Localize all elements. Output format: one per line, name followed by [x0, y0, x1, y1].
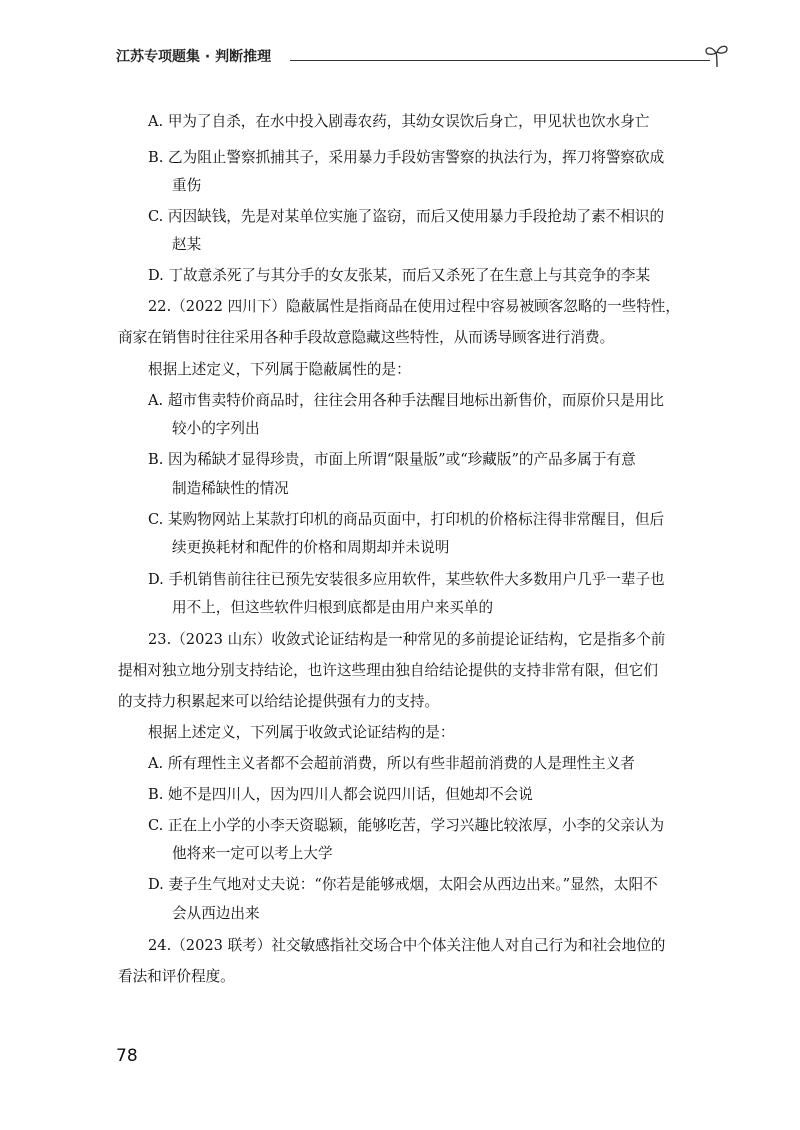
q24-stem-cont: 看法和评价程度。: [118, 968, 235, 985]
running-header: [116, 42, 726, 72]
q22-option-d: D. 手机销售前往往已预先安装很多应用软件，某些软件大多数用户几乎一辈子也: [148, 571, 665, 588]
q22-option-c-cont: 续更换耗材和配件的价格和周期却并未说明: [172, 539, 450, 556]
q21-option-d: D. 丁故意杀死了与其分手的女友张某，而后又杀死了在生意上与其竞争的李某: [148, 267, 651, 284]
q23-option-a: A. 所有理性主义者都不会超前消费，所以有些非超前消费的人是理性主义者: [148, 755, 635, 772]
q22-stem: 22.（2022 四川下）隐蔽属性是指商品在使用过程中容易被顾客忽略的一些特性，: [148, 298, 680, 315]
q22-option-a: A. 超市售卖特价商品时，往往会用各种手法醒目地标出新售价，而原价只是用比: [148, 392, 665, 409]
q22-prompt: 根据上述定义，下列属于隐蔽属性的是：: [148, 361, 411, 378]
sprout-icon: [704, 42, 730, 68]
q23-option-c-cont: 他将来一定可以考上大学: [172, 845, 333, 862]
page-number: 78: [116, 1046, 138, 1066]
q22-stem-cont: 商家在销售时往往采用各种手段故意隐藏这些特性，从而诱导顾客进行消费。: [118, 329, 615, 346]
q22-option-b: B. 因为稀缺才显得珍贵，市面上所谓“限量版”或“珍藏版”的产品多属于有意: [148, 451, 636, 468]
q21-option-c: C. 丙因缺钱，先是对某单位实施了盗窃，而后又使用暴力手段抢劫了素不相识的: [148, 208, 665, 225]
q22-option-c: C. 某购物网站上某款打印机的商品页面中，打印机的价格标注得非常醒目，但后: [148, 511, 665, 528]
q23-option-d: D. 妻子生气地对丈夫说：“你若是能够戒烟，太阳会从西边出来。”显然，太阳不: [148, 876, 658, 893]
q21-option-c-cont: 赵某: [172, 236, 202, 253]
q23-stem-cont-2: 的支持力积累起来可以给结论提供强有力的支持。: [118, 693, 440, 710]
q23-option-b: B. 她不是四川人，因为四川人都会说四川话，但她却不会说: [148, 786, 533, 803]
q23-stem: 23.（2023 山东）收敛式论证结构是一种常见的多前提论证结构，它是指多个前: [148, 631, 666, 648]
q21-option-a: A. 甲为了自杀，在水中投入剧毒农药，其幼女误饮后身亡，甲见状也饮水身亡: [148, 113, 650, 130]
header-title: 江苏专项题集 · 判断推理: [116, 49, 272, 65]
q22-option-d-cont: 用不上，但这些软件归根到底都是由用户来买单的: [172, 599, 494, 616]
header-rule: [290, 60, 710, 61]
q21-option-b-cont: 重伤: [172, 177, 202, 194]
q22-option-b-cont: 制造稀缺性的情况: [172, 480, 289, 497]
q23-stem-cont-1: 提相对独立地分别支持结论，也许这些理由独自给结论提供的支持非常有限，但它们: [118, 662, 658, 679]
q22-option-a-cont: 较小的字列出: [172, 420, 260, 437]
q23-option-d-cont: 会从西边出来: [172, 905, 260, 922]
q23-prompt: 根据上述定义，下列属于收敛式论证结构的是：: [148, 724, 455, 741]
q21-option-b: B. 乙为阻止警察抓捕其子，采用暴力手段妨害警察的执法行为，挥刀将警察砍成: [148, 149, 665, 166]
q24-stem: 24.（2023 联考）社交敏感指社交场合中个体关注他人对自己行为和社会地位的: [148, 937, 666, 954]
q23-option-c: C. 正在上小学的小李天资聪颖，能够吃苦，学习兴趣比较浓厚，小李的父亲认为: [148, 817, 665, 834]
